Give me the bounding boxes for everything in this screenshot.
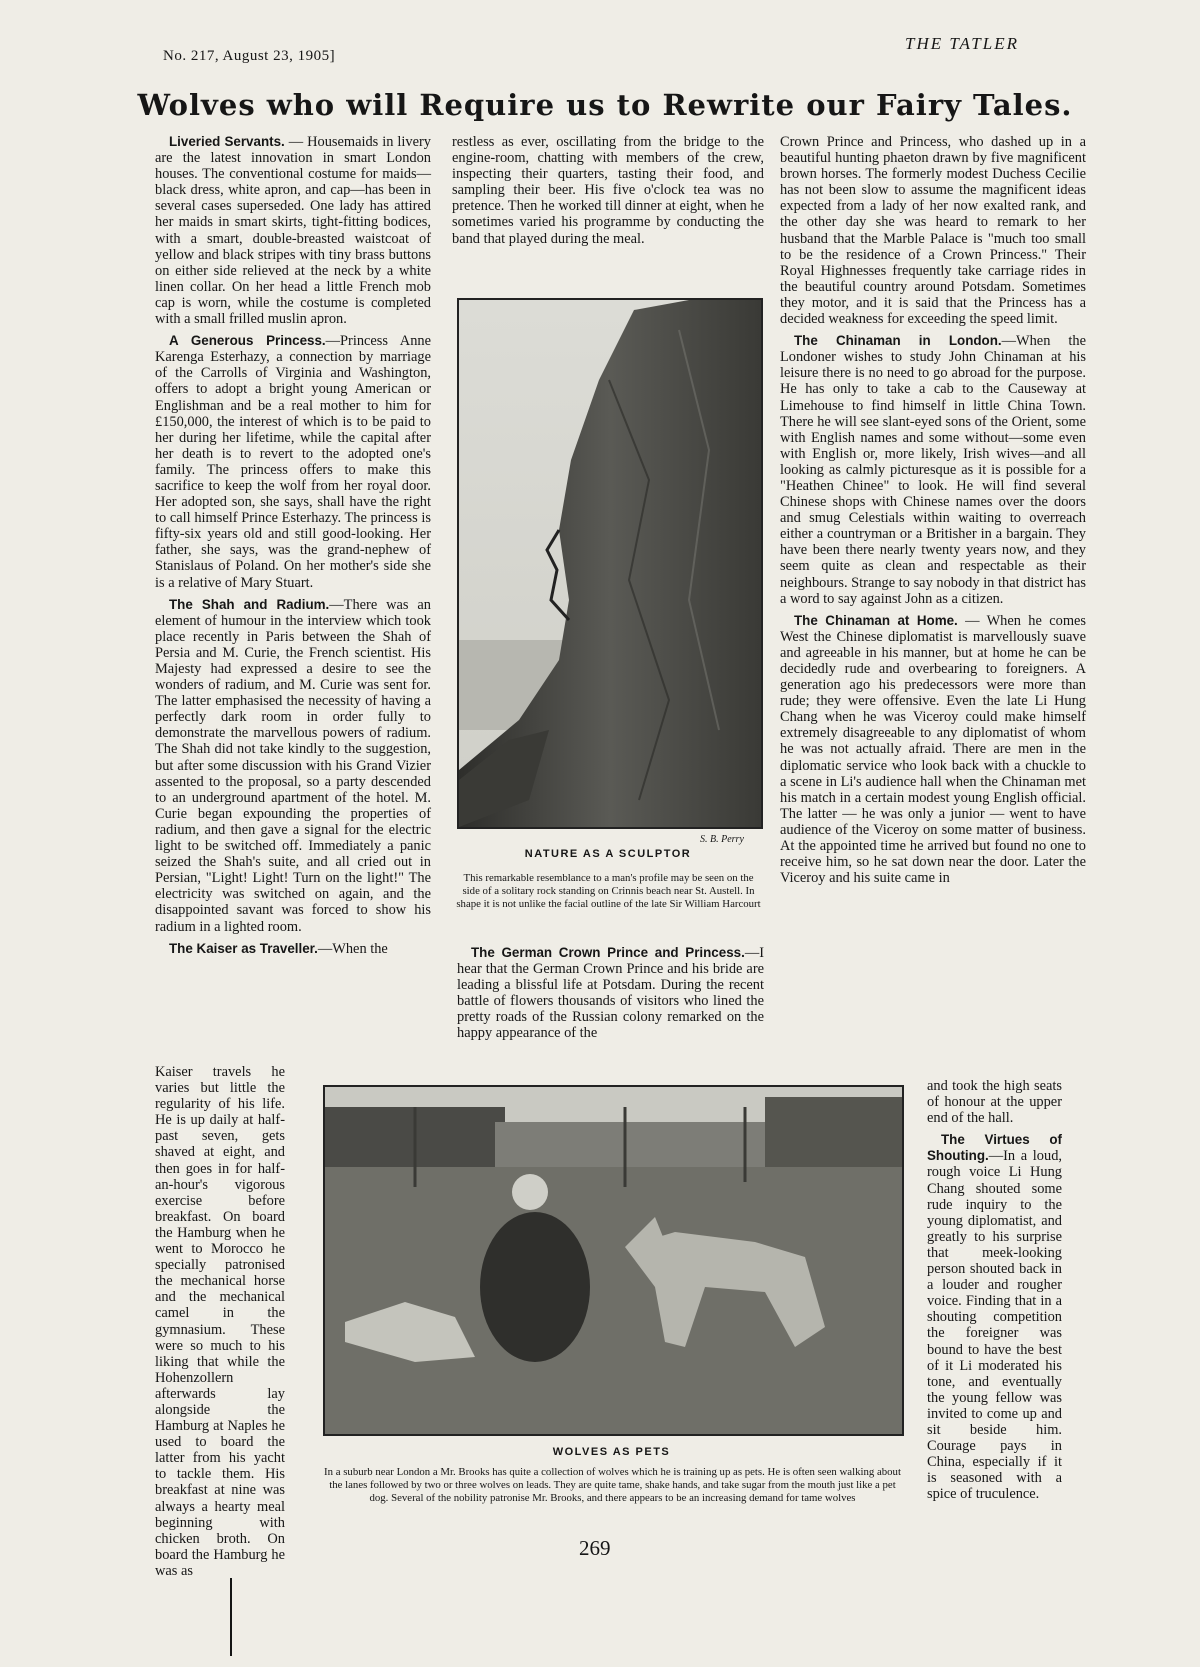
photo-caption: This remarkable resemblance to a man's profile may be seen on the side of a solitary rock standing on Crinnis beach near St. Austell. In shape it is not unlike the facial outline of the late Sir William Harcourt	[456, 872, 761, 910]
photo-title: NATURE AS A SCULPTOR	[524, 848, 692, 860]
photo-credit: S. B. Perry	[700, 834, 744, 845]
column-2	[452, 134, 764, 253]
article-lead: The Chinaman in London.	[794, 333, 1002, 349]
masthead: THE TATLER	[905, 34, 1019, 53]
article-chinaman-london	[780, 333, 1086, 607]
article-lead: The Chinaman at Home.	[794, 612, 958, 628]
column-3	[780, 134, 1086, 892]
column-1-continued	[155, 1064, 285, 1585]
article-shah-radium	[155, 597, 431, 935]
photo-wolves	[323, 1085, 904, 1436]
column-2-lower	[457, 945, 764, 1048]
issue-header: No. 217, August 23, 1905]	[163, 48, 336, 64]
margin-mark	[230, 1578, 232, 1656]
column-1	[155, 134, 431, 963]
article-lead: The Shah and Radium.	[169, 596, 330, 612]
article-kaiser-continued: Kaiser travels he varies but little the regularity of his life. He is up daily at half-past seven, gets shaved at eight, and then goes in for half-an-hour's vigorous exercise before breakfast. On board the Hamburg when he went to Morocco he specially patronised the mechanical horse and the mechanical camel in the gymnasium. These were so much to his liking that while the Hohenzollern afterwards lay alongside the Hamburg at Naples he used to board the latter from his yacht to tackle them. His breakfast at nine was always a hearty meal beginning with chicken broth. On board the Hamburg he was as	[155, 1064, 285, 1579]
article-text: —When the	[317, 940, 388, 957]
article-kaiser-end: restless as ever, oscillating from the bridge to the engine-room, chatting with members of the crew, inspecting their quarters, tasting their food, and sampling their beer. His five o'clock tea was no pretence. Then he worked till dinner at eight, when he sometimes varied his programme by conducting the band that played during the meal.	[452, 134, 764, 247]
column-3-continued	[927, 1078, 1062, 1508]
article-crown-prince-continued: Crown Prince and Princess, who dashed up in a beautiful hunting phaeton drawn by five magnificent brown horses. The formerly modest Duchess Cecilie has not been slow to assume the magnificent ideas expected from a lady of her now exalted rank, and the other day she was heard to remark to her husband that the Marble Palace is "much too small to be the residence of a Crown Princess." Their Royal Highnesses frequently take carriage rides in the beautiful country around Potsdam. Sometimes they motor, and it is said that the Princess has a decided weakness for exceeding the speed limit.	[780, 134, 1086, 328]
article-lead: Liveried Servants.	[169, 134, 285, 149]
article-liveried-servants	[155, 134, 431, 327]
page-number: 269	[579, 1536, 611, 1560]
photo-rock-profile	[457, 298, 763, 829]
article-chinaman-home-end: and took the high seats of honour at the upper end of the hall.	[927, 1078, 1062, 1127]
page-headline: Wolves who will Require us to Rewrite our Fairy Tales.	[137, 88, 1073, 122]
article-lead: A Generous Princess.	[169, 333, 326, 349]
article-text: — When he comes West the Chinese diplomatist is marvellously suave and agreeable in his manner, but at home he can be decidedly rude and overbearing to foreigners. A generation ago his predecessors were more than rude; they were offensive. Even the late Li Hung Chang when he was Viceroy could make himself extremely disagreeable to any diplomatist of whom he was not actually afraid. There are men in the diplomatic service who look back with a chuckle to a scene in Li's audience hall when the Chinaman met his match in a certain modest young English official. The latter — he was only a junior — went to have audience of the Viceroy on some matter of business. At the appointed time he arrived but found no one to receive him, so he sat down near the door. Later the Viceroy and his suite came in	[780, 612, 1087, 887]
article-text: —I hear that the German Crown Prince and his bride are leading a blissful life at Potsdam. During the recent battle of flowers thousands of visitors who lined the pretty roads of the Russian colony remarked on the happy appearance of the	[457, 945, 764, 1042]
photo-caption: In a suburb near London a Mr. Brooks has quite a collection of wolves which he is training up as pets. He is often seen walking about the lanes followed by two or three wolves on leads. They are quite tame, shake hands, and take sugar from the mouth just like a pet dog. Several of the nobility patronise Mr. Brooks, and there appears to be an increasing demand for tame wolves	[324, 1466, 901, 1504]
wolves-image	[325, 1087, 902, 1434]
article-text: —When the Londoner wishes to study John Chinaman at his leisure there is no need to go abroad for the purpose. He has only to take a cab to the Causeway at Limehouse to find himself in little China Town. There he will see slant-eyed sons of the Orient, some with English names and some without—some even with English or, more likely, Irish wives—and all looking as calmly picturesque as it is possible for a "Heathen Chinee" to look. He will find several Chinese shops with Chinese names over the doors and smug Celestials within waiting to overreach either a countryman or a Britisher in a bargain. They have been there nearly twenty years now, and they seem quite as clean and respectable as their neighbours. Strange to say nobody in that district has a word to say against John as a citizen.	[780, 333, 1086, 607]
article-lead: The Virtues of Shouting.	[927, 1132, 1062, 1164]
article-text: —In a loud, rough voice Li Hung Chang shouted some rude inquiry to the young diplomatist, and greatly to his surprise that meek-looking person shouted back in a louder and rougher voice. Finding that in a shouting competition the foreigner was bound to have the best of it Li moderated his tone, and eventually the young fellow was invited to come up and sit beside him. Courage pays in China, especially if it is seasoned with a spice of truculence.	[927, 1148, 1062, 1503]
article-virtues-shouting	[927, 1132, 1062, 1502]
article-text: —There was an element of humour in the interview which took place recently in Paris between the Shah of Persia and M. Curie, the French scientist. His Majesty had expressed a desire to see the wonders of radium, and M. Curie was sent for. The latter emphasised the necessity of having a perfectly dark room in order fully to demonstrate the marvellous powers of radium. The Shah did not take kindly to the suggestion, but after some discussion with his Grand Vizier assented to the proposal, so a party descended to an underground apartment of the hotel. M. Curie began expounding the properties of radium, and then gave a signal for the electric light to be switched off. Immediately a panic seized the Shah's suite, and all cried out in Persian, "Light! Light! Turn on the light!" The electricity was switched on again, and the disappointed savant was forced to show his radium in a lighted room.	[155, 596, 431, 935]
rock-profile-image	[459, 300, 761, 827]
photo-title: WOLVES AS PETS	[552, 1446, 671, 1458]
article-generous-princess	[155, 333, 431, 591]
article-lead: The Kaiser as Traveller.	[169, 940, 318, 956]
article-text: —Princess Anne Karenga Esterhazy, a connection by marriage of the Carrolls of Virginia and Washington, offers to adopt a bright young American or Englishman and be a real mother to him for £150,000, the interest of which is to be paid to her during her lifetime, while the capital after her death is to revert to the adopted one's family. The princess offers to make this sacrifice to keep the wolf from her royal door. Her adopted son, she says, shall have the right to call himself Prince Esterhazy. The princess is fifty-six years old and still good-looking. Her father, she says, was the grand-nephew of Stanislaus of Poland. On her mother's side she is a relative of Mary Stuart.	[155, 333, 431, 591]
article-chinaman-home	[780, 613, 1086, 887]
article-text: — Housemaids in livery are the latest innovation in smart London houses. The conventional costume for maids—black dress, white apron, and cap—has been in several cases superseded. One lady has attired her maids in smart skirts, tight-fitting bodices, with a smart, double-breasted waistcoat of yellow and black stripes with tiny brass buttons on either side relieved at the neck by a white linen collar. On her head a little French mob cap is worn, while the costume is completed with a small frilled muslin apron.	[155, 134, 432, 328]
article-lead: The German Crown Prince and Princess.	[471, 945, 745, 960]
article-crown-prince	[457, 945, 764, 1042]
article-kaiser-traveller	[155, 941, 431, 957]
